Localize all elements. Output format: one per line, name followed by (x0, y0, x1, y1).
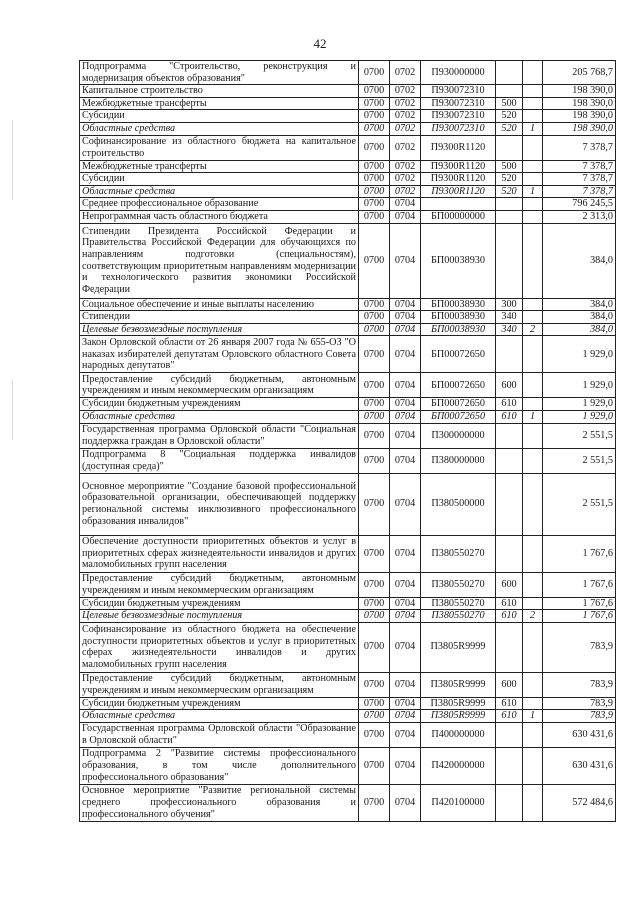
expense-type-code (496, 135, 523, 160)
subsection-code: 0704 (390, 722, 421, 747)
target-article-code: П930072310 (421, 97, 496, 110)
amount: 630 431,6 (543, 747, 616, 784)
row-name: Субсидии (80, 110, 359, 123)
table-row (80, 423, 616, 448)
amount: 198 390,0 (543, 85, 616, 98)
section-code: 0700 (359, 185, 390, 198)
table-row (80, 572, 616, 597)
table-row (80, 173, 616, 186)
subsection-code: 0704 (390, 398, 421, 411)
target-article-code: П400000000 (421, 722, 496, 747)
subsection-code: 0702 (390, 185, 421, 198)
row-name: Предоставление субсидий бюджетным, автономным учреждениям и иным некоммерческим организациям (80, 373, 359, 398)
amount: 2 551,5 (543, 473, 616, 535)
amount: 2 551,5 (543, 448, 616, 473)
target-article-code: БП00072650 (421, 398, 496, 411)
target-article-code (421, 198, 496, 211)
expense-type-code (496, 423, 523, 448)
row-name: Межбюджетные трансферты (80, 97, 359, 110)
expense-type-code (496, 85, 523, 98)
table-row (80, 210, 616, 223)
subsection-code: 0704 (390, 223, 421, 298)
target-article-code: П380550270 (421, 610, 496, 623)
table-row (80, 747, 616, 784)
section-code: 0700 (359, 85, 390, 98)
table-row (80, 185, 616, 198)
expense-type-code: 610 (496, 697, 523, 710)
target-article-code: П380550270 (421, 535, 496, 572)
amount: 1 929,0 (543, 398, 616, 411)
expense-type-code: 500 (496, 160, 523, 173)
funding-source-code (523, 173, 543, 186)
expense-type-code (496, 198, 523, 211)
amount: 1 767,6 (543, 610, 616, 623)
row-name: Областные средства (80, 185, 359, 198)
table-row (80, 535, 616, 572)
row-name: Целевые безвозмездные поступления (80, 323, 359, 336)
expense-type-code (496, 784, 523, 821)
subsection-code: 0704 (390, 697, 421, 710)
target-article-code: П3805R9999 (421, 710, 496, 723)
section-code: 0700 (359, 135, 390, 160)
funding-source-code (523, 223, 543, 298)
table-row (80, 110, 616, 123)
subsection-code: 0704 (390, 423, 421, 448)
target-article-code: П930072310 (421, 110, 496, 123)
subsection-code: 0702 (390, 61, 421, 85)
row-name: Областные средства (80, 122, 359, 135)
row-name: Предоставление субсидий бюджетным, автономным учреждениям и иным некоммерческим организациям (80, 672, 359, 697)
amount: 572 484,6 (543, 784, 616, 821)
amount: 7 378,7 (543, 173, 616, 186)
row-name: Социальное обеспечение и иные выплаты населению (80, 298, 359, 311)
amount: 796 245,5 (543, 198, 616, 211)
section-code: 0700 (359, 97, 390, 110)
funding-source-code (523, 747, 543, 784)
table-row (80, 336, 616, 373)
table-row (80, 473, 616, 535)
amount: 783,9 (543, 697, 616, 710)
amount: 198 390,0 (543, 110, 616, 123)
funding-source-code: 2 (523, 610, 543, 623)
subsection-code: 0704 (390, 610, 421, 623)
subsection-code: 0704 (390, 198, 421, 211)
expense-type-code: 500 (496, 97, 523, 110)
row-name: Закон Орловской области от 26 января 2007 года № 655-ОЗ "О наказах избирателей депутатам Орловского областного Совета народных депутатов" (80, 336, 359, 373)
table-row (80, 597, 616, 610)
funding-source-code (523, 298, 543, 311)
funding-source-code: 1 (523, 185, 543, 198)
row-name: Подпрограмма "Строительство, реконструкция и модернизация объектов образования" (80, 61, 359, 85)
subsection-code: 0704 (390, 373, 421, 398)
funding-source-code (523, 160, 543, 173)
table-row (80, 448, 616, 473)
amount: 7 378,7 (543, 185, 616, 198)
expense-type-code (496, 722, 523, 747)
row-name: Предоставление субсидий бюджетным, автономным учреждениям и иным некоммерческим организациям (80, 572, 359, 597)
funding-source-code: 1 (523, 410, 543, 423)
funding-source-code (523, 423, 543, 448)
subsection-code: 0702 (390, 110, 421, 123)
amount: 1 767,6 (543, 572, 616, 597)
funding-source-code (523, 61, 543, 85)
amount: 783,9 (543, 710, 616, 723)
table-row (80, 85, 616, 98)
table-row (80, 61, 616, 85)
expense-type-code (496, 223, 523, 298)
expense-type-code: 600 (496, 373, 523, 398)
row-name: Подпрограмма 2 "Развитие системы профессионального образования, в том числе дополнительного профессионального образования" (80, 747, 359, 784)
target-article-code: БП00038930 (421, 298, 496, 311)
amount: 384,0 (543, 223, 616, 298)
expense-type-code (496, 448, 523, 473)
section-code: 0700 (359, 336, 390, 373)
row-name: Основное мероприятие "Развитие региональной системы среднего профессионального образования и профессионального обучения" (80, 784, 359, 821)
target-article-code: П380500000 (421, 473, 496, 535)
target-article-code: П380550270 (421, 597, 496, 610)
expense-type-code: 610 (496, 610, 523, 623)
target-article-code: БП00038930 (421, 323, 496, 336)
table-row (80, 610, 616, 623)
subsection-code: 0704 (390, 535, 421, 572)
row-name: Субсидии бюджетным учреждениям (80, 597, 359, 610)
subsection-code: 0704 (390, 210, 421, 223)
subsection-code: 0704 (390, 323, 421, 336)
table-row (80, 122, 616, 135)
expense-type-code: 600 (496, 672, 523, 697)
subsection-code: 0704 (390, 710, 421, 723)
table-row (80, 622, 616, 672)
page-number: 42 (313, 36, 327, 51)
budget-table (79, 60, 616, 822)
amount: 1 767,6 (543, 535, 616, 572)
target-article-code: П3805R9999 (421, 672, 496, 697)
amount: 2 313,0 (543, 210, 616, 223)
row-name: Подпрограмма 8 "Социальная поддержка инвалидов (доступная среда)" (80, 448, 359, 473)
subsection-code: 0704 (390, 298, 421, 311)
expense-type-code: 340 (496, 323, 523, 336)
section-code: 0700 (359, 160, 390, 173)
amount: 630 431,6 (543, 722, 616, 747)
amount: 7 378,7 (543, 160, 616, 173)
amount: 783,9 (543, 622, 616, 672)
section-code: 0700 (359, 722, 390, 747)
amount: 205 768,7 (543, 61, 616, 85)
row-name: Софинансирование из областного бюджета на капитальное строительство (80, 135, 359, 160)
section-code: 0700 (359, 223, 390, 298)
funding-source-code (523, 311, 543, 324)
row-name: Основное мероприятие "Создание базовой профессиональной образовательной организации, обеспечивающей поддержку региональной системы инклюзивного профессионального образования инвалидов" (80, 473, 359, 535)
funding-source-code (523, 622, 543, 672)
section-code: 0700 (359, 610, 390, 623)
amount: 384,0 (543, 311, 616, 324)
expense-type-code: 610 (496, 710, 523, 723)
funding-source-code (523, 85, 543, 98)
section-code: 0700 (359, 747, 390, 784)
section-code: 0700 (359, 61, 390, 85)
row-name: Обеспечение доступности приоритетных объектов и услуг в приоритетных сферах жизнедеятельности инвалидов и других маломобильных групп населения (80, 535, 359, 572)
target-article-code: П9300R1120 (421, 173, 496, 186)
subsection-code: 0704 (390, 672, 421, 697)
row-name: Субсидии (80, 173, 359, 186)
expense-type-code: 600 (496, 572, 523, 597)
section-code: 0700 (359, 535, 390, 572)
subsection-code: 0704 (390, 336, 421, 373)
section-code: 0700 (359, 672, 390, 697)
row-name: Государственная программа Орловской области "Образование в Орловской области" (80, 722, 359, 747)
subsection-code: 0702 (390, 97, 421, 110)
expense-type-code: 520 (496, 110, 523, 123)
target-article-code: П9300R1120 (421, 185, 496, 198)
funding-source-code (523, 336, 543, 373)
funding-source-code (523, 672, 543, 697)
funding-source-code: 1 (523, 122, 543, 135)
section-code: 0700 (359, 784, 390, 821)
target-article-code: БП00038930 (421, 311, 496, 324)
section-code: 0700 (359, 373, 390, 398)
table-row (80, 135, 616, 160)
subsection-code: 0704 (390, 784, 421, 821)
table-row (80, 784, 616, 821)
expense-type-code: 520 (496, 185, 523, 198)
target-article-code: П380000000 (421, 448, 496, 473)
amount: 2 551,5 (543, 423, 616, 448)
funding-source-code (523, 535, 543, 572)
subsection-code: 0704 (390, 747, 421, 784)
table-row (80, 311, 616, 324)
binding-margin-line (12, 120, 13, 200)
funding-source-code (523, 722, 543, 747)
target-article-code: П3805R9999 (421, 697, 496, 710)
row-name: Межбюджетные трансферты (80, 160, 359, 173)
target-article-code: БП00072650 (421, 373, 496, 398)
expense-type-code: 300 (496, 298, 523, 311)
budget-table-body (80, 61, 616, 822)
section-code: 0700 (359, 448, 390, 473)
subsection-code: 0704 (390, 311, 421, 324)
target-article-code: П420000000 (421, 747, 496, 784)
section-code: 0700 (359, 597, 390, 610)
table-row (80, 697, 616, 710)
table-row (80, 323, 616, 336)
row-name: Областные средства (80, 710, 359, 723)
subsection-code: 0704 (390, 473, 421, 535)
section-code: 0700 (359, 697, 390, 710)
section-code: 0700 (359, 410, 390, 423)
table-row (80, 223, 616, 298)
amount: 384,0 (543, 323, 616, 336)
expense-type-code (496, 61, 523, 85)
subsection-code: 0702 (390, 173, 421, 186)
table-row (80, 410, 616, 423)
row-name: Субсидии бюджетным учреждениям (80, 697, 359, 710)
amount: 7 378,7 (543, 135, 616, 160)
expense-type-code (496, 473, 523, 535)
expense-type-code: 520 (496, 122, 523, 135)
funding-source-code (523, 398, 543, 411)
target-article-code: П930072310 (421, 85, 496, 98)
expense-type-code (496, 210, 523, 223)
table-row (80, 710, 616, 723)
expense-type-code (496, 747, 523, 784)
section-code: 0700 (359, 473, 390, 535)
funding-source-code (523, 198, 543, 211)
table-row (80, 97, 616, 110)
subsection-code: 0704 (390, 410, 421, 423)
subsection-code: 0702 (390, 122, 421, 135)
row-name: Среднее профессиональное образование (80, 198, 359, 211)
funding-source-code: 2 (523, 323, 543, 336)
section-code: 0700 (359, 173, 390, 186)
row-name: Стипендии Президента Российской Федерации и Правительства Российской Федерации для обучающихся по направлениям подготовки (специальностям), соответствующим приоритетным направлениям модернизации и технологического развития экономики Российской Федерации (80, 223, 359, 298)
section-code: 0700 (359, 122, 390, 135)
row-name: Областные средства (80, 410, 359, 423)
section-code: 0700 (359, 311, 390, 324)
amount: 1 767,6 (543, 597, 616, 610)
table-row (80, 722, 616, 747)
funding-source-code (523, 97, 543, 110)
binding-margin-line (12, 380, 13, 440)
amount: 1 929,0 (543, 410, 616, 423)
section-code: 0700 (359, 423, 390, 448)
row-name: Софинансирование из областного бюджета на обеспечение доступности приоритетных объектов и услуг в приоритетных сферах жизнедеятельности инвалидов и других маломобильных групп населения (80, 622, 359, 672)
target-article-code: П9300R1120 (421, 135, 496, 160)
funding-source-code (523, 373, 543, 398)
expense-type-code: 610 (496, 597, 523, 610)
target-article-code: БП00072650 (421, 410, 496, 423)
amount: 384,0 (543, 298, 616, 311)
target-article-code: П420100000 (421, 784, 496, 821)
target-article-code: БП00038930 (421, 223, 496, 298)
expense-type-code (496, 535, 523, 572)
target-article-code: П380550270 (421, 572, 496, 597)
section-code: 0700 (359, 198, 390, 211)
expense-type-code (496, 336, 523, 373)
table-row (80, 160, 616, 173)
expense-type-code: 520 (496, 173, 523, 186)
target-article-code: П930000000 (421, 61, 496, 85)
funding-source-code (523, 110, 543, 123)
section-code: 0700 (359, 298, 390, 311)
subsection-code: 0704 (390, 597, 421, 610)
subsection-code: 0704 (390, 572, 421, 597)
table-row (80, 198, 616, 211)
amount: 198 390,0 (543, 122, 616, 135)
subsection-code: 0704 (390, 448, 421, 473)
funding-source-code (523, 697, 543, 710)
row-name: Стипендии (80, 311, 359, 324)
subsection-code: 0702 (390, 160, 421, 173)
section-code: 0700 (359, 622, 390, 672)
target-article-code: П930072310 (421, 122, 496, 135)
expense-type-code (496, 622, 523, 672)
expense-type-code: 610 (496, 398, 523, 411)
target-article-code: П3805R9999 (421, 622, 496, 672)
funding-source-code (523, 448, 543, 473)
table-row (80, 398, 616, 411)
target-article-code: П300000000 (421, 423, 496, 448)
expense-type-code: 340 (496, 311, 523, 324)
funding-source-code (523, 135, 543, 160)
row-name: Субсидии бюджетным учреждениям (80, 398, 359, 411)
section-code: 0700 (359, 210, 390, 223)
funding-source-code: 1 (523, 710, 543, 723)
subsection-code: 0704 (390, 622, 421, 672)
target-article-code: БП00000000 (421, 210, 496, 223)
table-row (80, 298, 616, 311)
amount: 198 390,0 (543, 97, 616, 110)
section-code: 0700 (359, 710, 390, 723)
expense-type-code: 610 (496, 410, 523, 423)
section-code: 0700 (359, 398, 390, 411)
funding-source-code (523, 210, 543, 223)
amount: 1 929,0 (543, 336, 616, 373)
row-name: Государственная программа Орловской области "Социальная поддержка граждан в Орловской области" (80, 423, 359, 448)
row-name: Непрограммная часть областного бюджета (80, 210, 359, 223)
amount: 1 929,0 (543, 373, 616, 398)
section-code: 0700 (359, 572, 390, 597)
amount: 783,9 (543, 672, 616, 697)
funding-source-code (523, 572, 543, 597)
table-row (80, 672, 616, 697)
funding-source-code (523, 473, 543, 535)
target-article-code: П9300R1120 (421, 160, 496, 173)
funding-source-code (523, 784, 543, 821)
target-article-code: БП00072650 (421, 336, 496, 373)
section-code: 0700 (359, 110, 390, 123)
subsection-code: 0702 (390, 85, 421, 98)
subsection-code: 0702 (390, 135, 421, 160)
row-name: Капитальное строительство (80, 85, 359, 98)
row-name: Целевые безвозмездные поступления (80, 610, 359, 623)
funding-source-code (523, 597, 543, 610)
section-code: 0700 (359, 323, 390, 336)
table-row (80, 373, 616, 398)
